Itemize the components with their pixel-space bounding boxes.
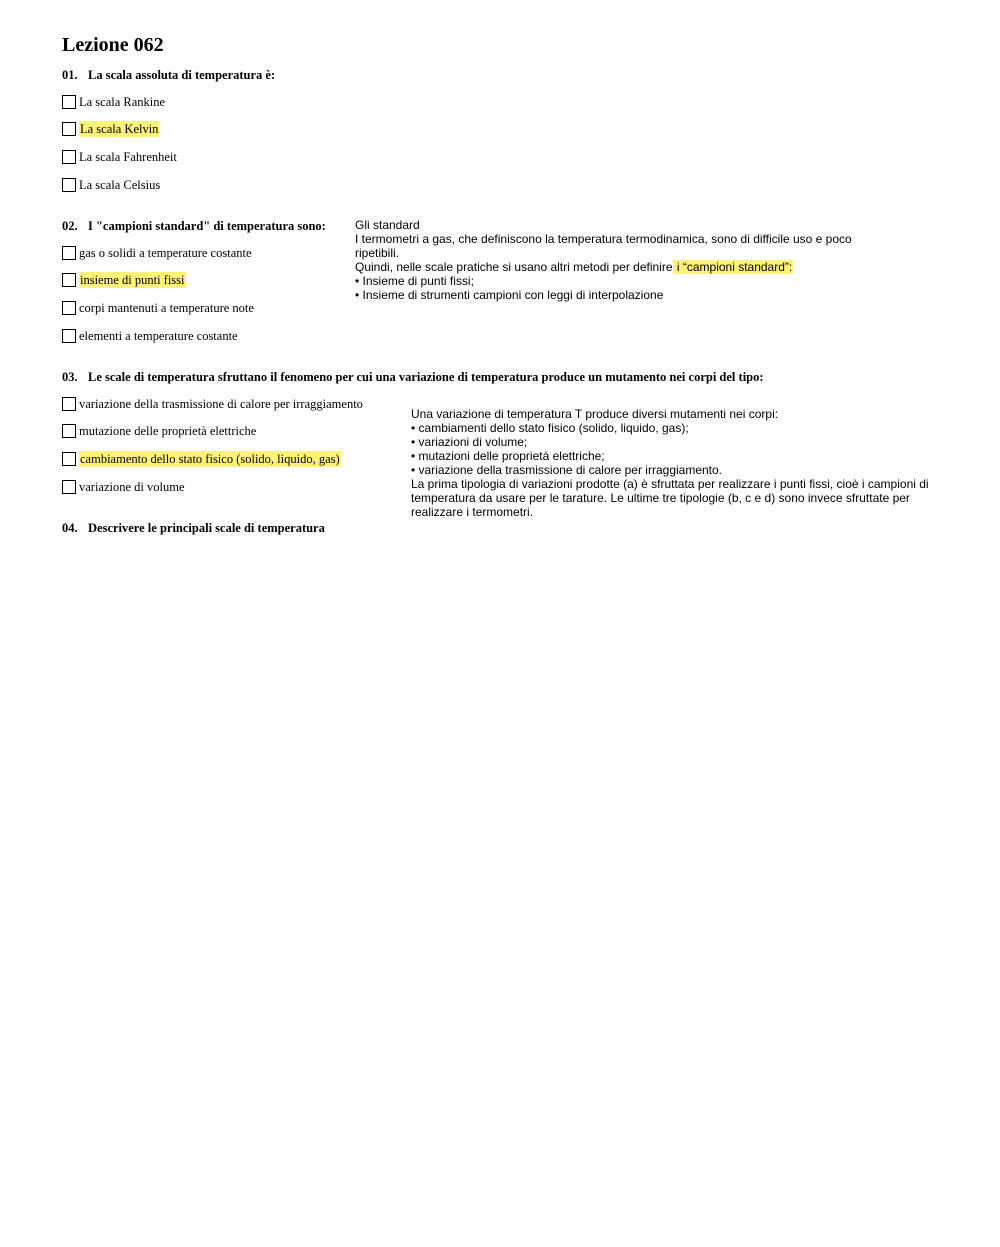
question-01-title — [62, 67, 275, 83]
note-bullet: • cambiamenti dello stato fisico (solido, liquido, gas); — [411, 421, 689, 435]
note-paragraph: I termometri a gas, che definiscono la temperatura termodinamica, sono di difficile uso e poco ripetibili. — [355, 232, 852, 260]
note-title: Gli standard — [355, 218, 420, 232]
checkbox[interactable] — [62, 178, 76, 192]
note-bullet: • Insieme di strumenti campioni con leggi di interpolazione — [355, 288, 664, 302]
q02-explanation-note — [355, 218, 895, 302]
question-number: 03. — [62, 370, 78, 384]
option-label: mutazione delle proprietà elettriche — [79, 424, 257, 438]
option-label: variazione della trasmissione di calore per irraggiamento — [79, 397, 363, 411]
checkbox[interactable] — [62, 452, 76, 466]
option-label: corpi mantenuti a temperature note — [79, 301, 254, 315]
q02-option-b[interactable] — [62, 272, 186, 288]
question-04-title — [62, 520, 325, 536]
note-bullet: • mutazioni delle proprietà elettriche; — [411, 449, 605, 463]
option-label: La scala Celsius — [79, 178, 161, 192]
option-label-highlighted: La scala Kelvin — [80, 122, 159, 136]
page-title: Lezione 062 — [62, 34, 164, 56]
note-conclusion: La prima tipologia di variazioni prodotte (a) è sfruttata per realizzare i punti fissi, cioè i campioni di temperatura da usare per le tarature. Le ultime tre tipologie (b, c e d) sono invece sfruttate per realizzare i termometri. — [411, 477, 929, 519]
option-label: elementi a temperature costante — [79, 329, 238, 343]
q03-option-d[interactable] — [62, 479, 185, 495]
question-text: I "campioni standard" di temperatura sono: — [88, 219, 326, 233]
q03-option-c[interactable] — [62, 451, 341, 467]
note-bullet: • variazione della trasmissione di calore per irraggiamento. — [411, 463, 723, 477]
checkbox[interactable] — [62, 480, 76, 494]
option-label: La scala Rankine — [79, 95, 166, 109]
note-text: Quindi, nelle scale pratiche si usano altri metodi per definire — [355, 260, 673, 274]
checkbox[interactable] — [62, 424, 76, 438]
checkbox[interactable] — [62, 246, 76, 260]
option-label: La scala Fahrenheit — [79, 150, 177, 164]
question-03-title — [62, 369, 764, 385]
option-label-highlighted: insieme di punti fissi — [80, 273, 185, 287]
q02-option-a[interactable] — [62, 245, 252, 261]
question-number: 01. — [62, 68, 78, 82]
question-text: Le scale di temperatura sfruttano il fenomeno per cui una variazione di temperatura produce un mutamento nei corpi del tipo: — [88, 370, 764, 384]
q01-option-b[interactable] — [62, 121, 159, 137]
note-intro: Una variazione di temperatura T produce diversi mutamenti nei corpi: — [411, 407, 779, 421]
q03-option-b[interactable] — [62, 423, 256, 439]
option-label: variazione di volume — [79, 480, 185, 494]
note-bullet: • Insieme di punti fissi; — [355, 274, 474, 288]
q02-option-c[interactable] — [62, 300, 254, 316]
checkbox[interactable] — [62, 122, 76, 136]
question-02-title — [62, 218, 326, 234]
question-text: Descrivere le principali scale di temperatura — [88, 521, 325, 535]
checkbox[interactable] — [62, 397, 76, 411]
q03-explanation-note — [411, 407, 936, 519]
q01-option-d[interactable] — [62, 177, 160, 193]
q03-option-a[interactable] — [62, 396, 363, 412]
checkbox[interactable] — [62, 95, 76, 109]
checkbox[interactable] — [62, 150, 76, 164]
option-label-highlighted: cambiamento dello stato fisico (solido, liquido, gas) — [80, 452, 340, 466]
checkbox[interactable] — [62, 301, 76, 315]
q02-option-d[interactable] — [62, 328, 238, 344]
question-number: 02. — [62, 219, 78, 233]
question-number: 04. — [62, 521, 78, 535]
note-bullet: • variazioni di volume; — [411, 435, 528, 449]
question-text: La scala assoluta di temperatura è: — [88, 68, 276, 82]
note-highlight: i “campioni standard”: — [673, 260, 793, 274]
q01-option-c[interactable] — [62, 149, 177, 165]
note-paragraph-2 — [355, 260, 895, 274]
option-label: gas o solidi a temperature costante — [79, 246, 252, 260]
checkbox[interactable] — [62, 329, 76, 343]
q01-option-a[interactable] — [62, 94, 165, 110]
checkbox[interactable] — [62, 273, 76, 287]
